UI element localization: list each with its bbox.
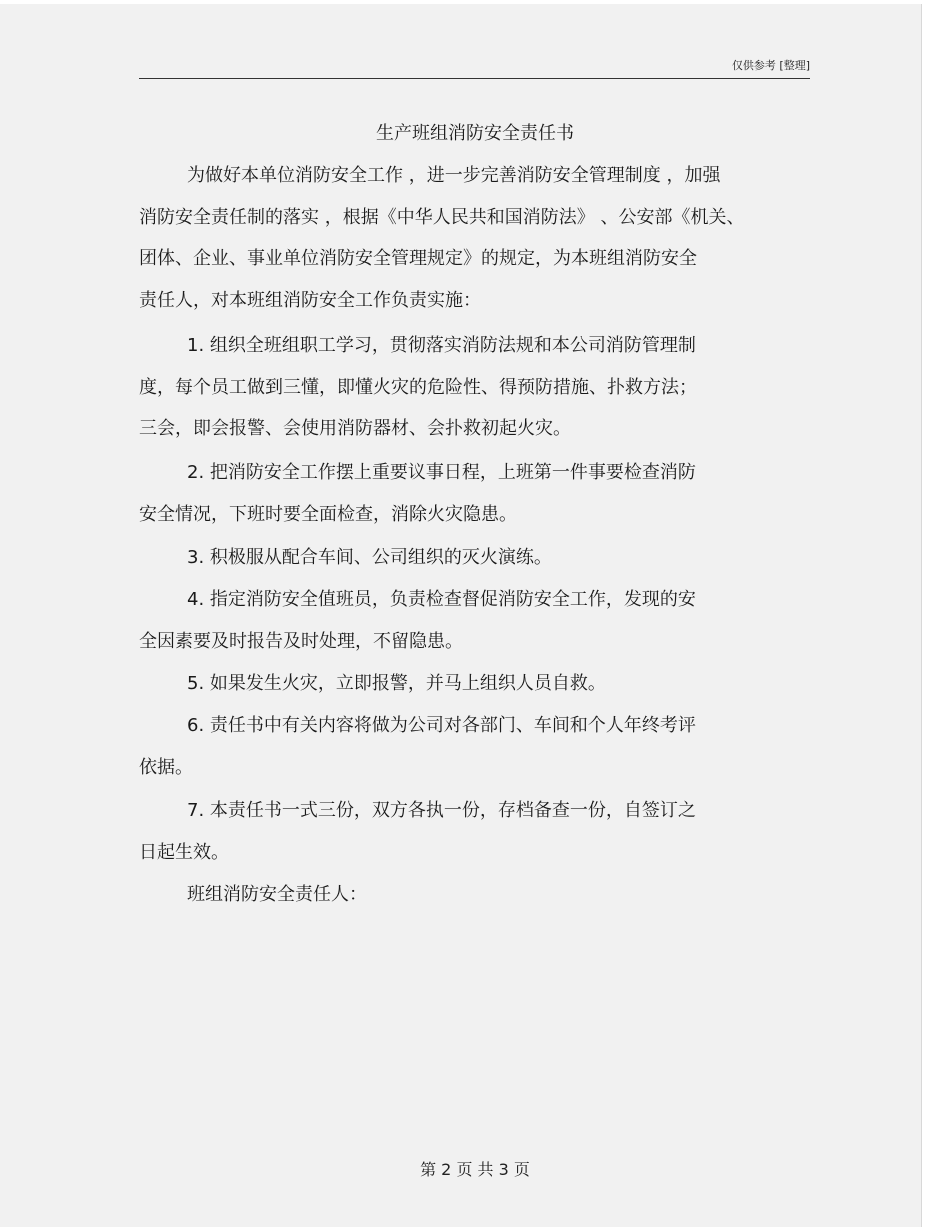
signature-label: 班组消防安全责任人： [187, 884, 367, 905]
item-1 [139, 325, 819, 450]
signature-line [139, 874, 819, 916]
item-5 [139, 663, 819, 705]
item-line: 5. 如果发生火灾，立即报警，并马上组织人员自救。 [187, 673, 606, 694]
intro-line: 责任人，对本班组消防安全工作负责实施： [139, 289, 481, 311]
page-footer: 第 2 页 共 3 页 [420, 1160, 530, 1179]
item-line: 7. 本责任书一式三份，双方各执一份，存档备查一份，自签订之 [187, 800, 696, 821]
item-7 [139, 790, 819, 873]
page-header [139, 60, 810, 79]
item-3 [139, 537, 819, 579]
item-line: 安全情况，下班时要全面检查，消除火灾隐患。 [139, 503, 517, 525]
intro-line: 团体、企业、事业单位消防安全管理规定》的规定，为本班组消防安全 [139, 248, 697, 269]
document-page [0, 4, 922, 1227]
item-line: 2. 把消防安全工作摆上重要议事日程，上班第一件事要检查消防 [187, 462, 696, 483]
header-text: 仅供参考 [整理] [731, 59, 810, 72]
item-line: 1. 组织全班组职工学习，贯彻落实消防法规和本公司消防管理制 [187, 335, 696, 356]
intro-line: 为做好本单位消防安全工作 ，进一步完善消防安全管理制度 ，加强 [187, 165, 721, 186]
item-line: 依据。 [139, 756, 193, 778]
item-line: 三会，即会报警、会使用消防器材、会扑救初起火灾。 [139, 418, 571, 439]
item-4 [139, 579, 819, 662]
item-6 [139, 705, 819, 788]
intro-line: 消防安全责任制的落实 ，根据《中华人民共和国消防法》 、公安部《机关、 [139, 206, 745, 228]
item-line: 日起生效。 [139, 841, 229, 863]
item-line: 4. 指定消防安全值班员，负责检查督促消防安全工作，发现的安 [187, 589, 696, 610]
item-line: 6. 责任书中有关内容将做为公司对各部门、车间和个人年终考评 [187, 715, 696, 736]
item-line: 全因素要及时报告及时处理，不留隐患。 [139, 630, 463, 652]
document-title: 生产班组消防安全责任书 [376, 123, 574, 144]
item-line: 3. 积极服从配合车间、公司组织的灭火演练。 [187, 547, 552, 568]
intro-paragraph [139, 155, 819, 321]
item-line: 度，每个员工做到三懂，即懂火灾的危险性、得预防措施、扑救方法； [139, 376, 697, 398]
item-2 [139, 452, 819, 535]
